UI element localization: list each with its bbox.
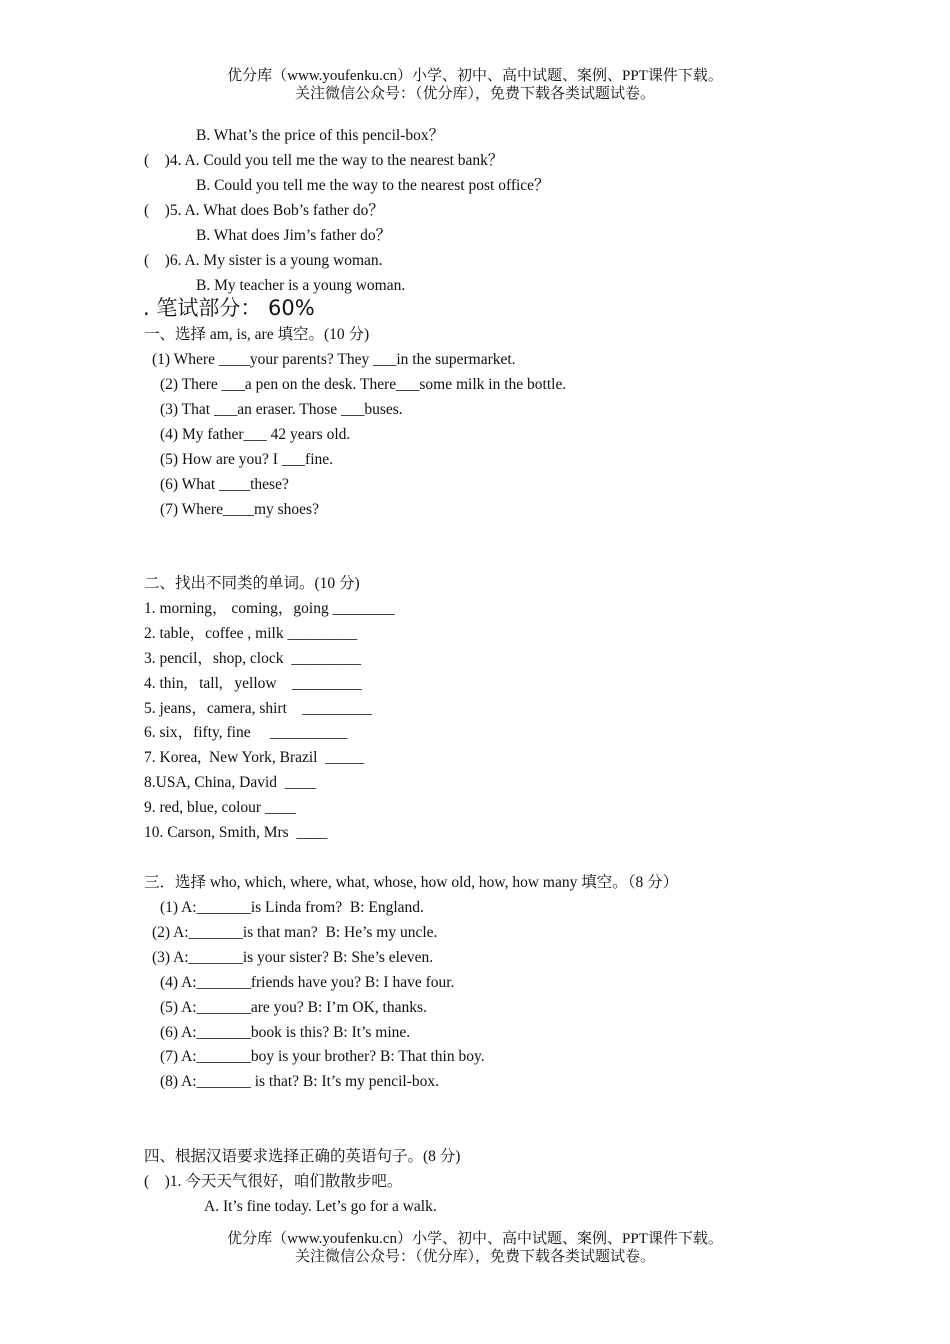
section4-q1: ( )1. 今天天气很好，咱们散散步吧。 — [144, 1173, 403, 1190]
section1-item: (4) My father___ 42 years old. — [160, 426, 351, 443]
section1-item: (1) Where ____your parents? They ___in the supermarket. — [152, 351, 516, 368]
listening-q6-option-b: B. My teacher is a young woman. — [196, 277, 406, 294]
written-part-title: . 笔试部分： 60% — [143, 296, 315, 320]
listening-q6-option-a: ( )6. A. My sister is a young woman. — [144, 252, 383, 269]
section2-title: 二、找出不同类的单词。(10 分) — [144, 575, 360, 592]
section3-item: (8) A:_______ is that? B: It’s my pencil-box. — [160, 1073, 439, 1090]
section2-item: 4. thin, tall, yellow _________ — [144, 675, 362, 692]
footer-line-2: 关注微信公众号：（优分库），免费下载各类试题试卷。 — [294, 1249, 655, 1265]
section1-item: (5) How are you? I ___fine. — [160, 451, 334, 468]
section2-item: 1. morning， coming，going ________ — [144, 600, 395, 617]
section2-item: 3. pencil，shop, clock _________ — [144, 650, 361, 667]
header-line-1: 优分库（www.youfenku.cn）小学、初中、高中试题、案例、PPT课件下载。 — [227, 68, 723, 84]
section1-item: (2) There ___a pen on the desk. There___some milk in the bottle. — [160, 376, 567, 393]
section1-item: (3) That ___an eraser. Those ___buses. — [160, 401, 403, 418]
section2-item: 8.USA, China, David ____ — [144, 774, 316, 791]
section1-item: (7) Where____my shoes? — [160, 501, 319, 518]
section3-item: (3) A:_______is your sister? B: She’s eleven. — [152, 949, 434, 966]
section1-title: 一、选择 am, is, are 填空。(10 分) — [144, 326, 370, 343]
footer-line-1: 优分库（www.youfenku.cn）小学、初中、高中试题、案例、PPT课件下载。 — [227, 1231, 723, 1247]
section2-item: 2. table，coffee , milk _________ — [144, 625, 358, 642]
section2-item: 7. Korea, New York, Brazil _____ — [144, 749, 364, 766]
section3-title: 三．选择 who, which, where, what, whose, how old, how, how many 填空。（8 分） — [144, 874, 679, 891]
section2-item: 10. Carson, Smith, Mrs ____ — [144, 824, 328, 841]
section3-item: (6) A:_______book is this? B: It’s mine. — [160, 1024, 411, 1041]
section3-item: (5) A:_______are you? B: I’m OK, thanks. — [160, 999, 427, 1016]
header-line-2: 关注微信公众号：（优分库），免费下载各类试题试卷。 — [294, 86, 655, 102]
listening-q5-option-b: B. What does Jim’s father do？ — [196, 227, 392, 244]
section3-item: (1) A:_______is Linda from? B: England. — [160, 899, 424, 916]
section3-item: (2) A:_______is that man? B: He’s my uncle. — [152, 924, 438, 941]
section2-item: 5. jeans，camera, shirt _________ — [144, 700, 373, 717]
section3-item: (4) A:_______friends have you? B: I have four. — [160, 974, 455, 991]
section2-item: 9. red, blue, colour ____ — [144, 799, 296, 816]
section3-item: (7) A:_______boy is your brother? B: That thin boy. — [160, 1048, 485, 1065]
listening-q5-option-a: ( )5. A. What does Bob’s father do？ — [144, 202, 384, 219]
listening-q3-option-b: B. What’s the price of this pencil-box？ — [196, 127, 445, 144]
section1-item: (6) What ____these? — [160, 476, 289, 493]
section4-q1-option-a: A. It’s fine today. Let’s go for a walk. — [204, 1198, 437, 1215]
section2-item: 6. six，fifty, fine __________ — [144, 724, 348, 741]
listening-q4-option-b: B. Could you tell me the way to the nearest post office？ — [196, 177, 550, 194]
section4-title: 四、根据汉语要求选择正确的英语句子。(8 分) — [144, 1148, 461, 1165]
listening-q4-option-a: ( )4. A. Could you tell me the way to the nearest bank？ — [144, 152, 504, 169]
